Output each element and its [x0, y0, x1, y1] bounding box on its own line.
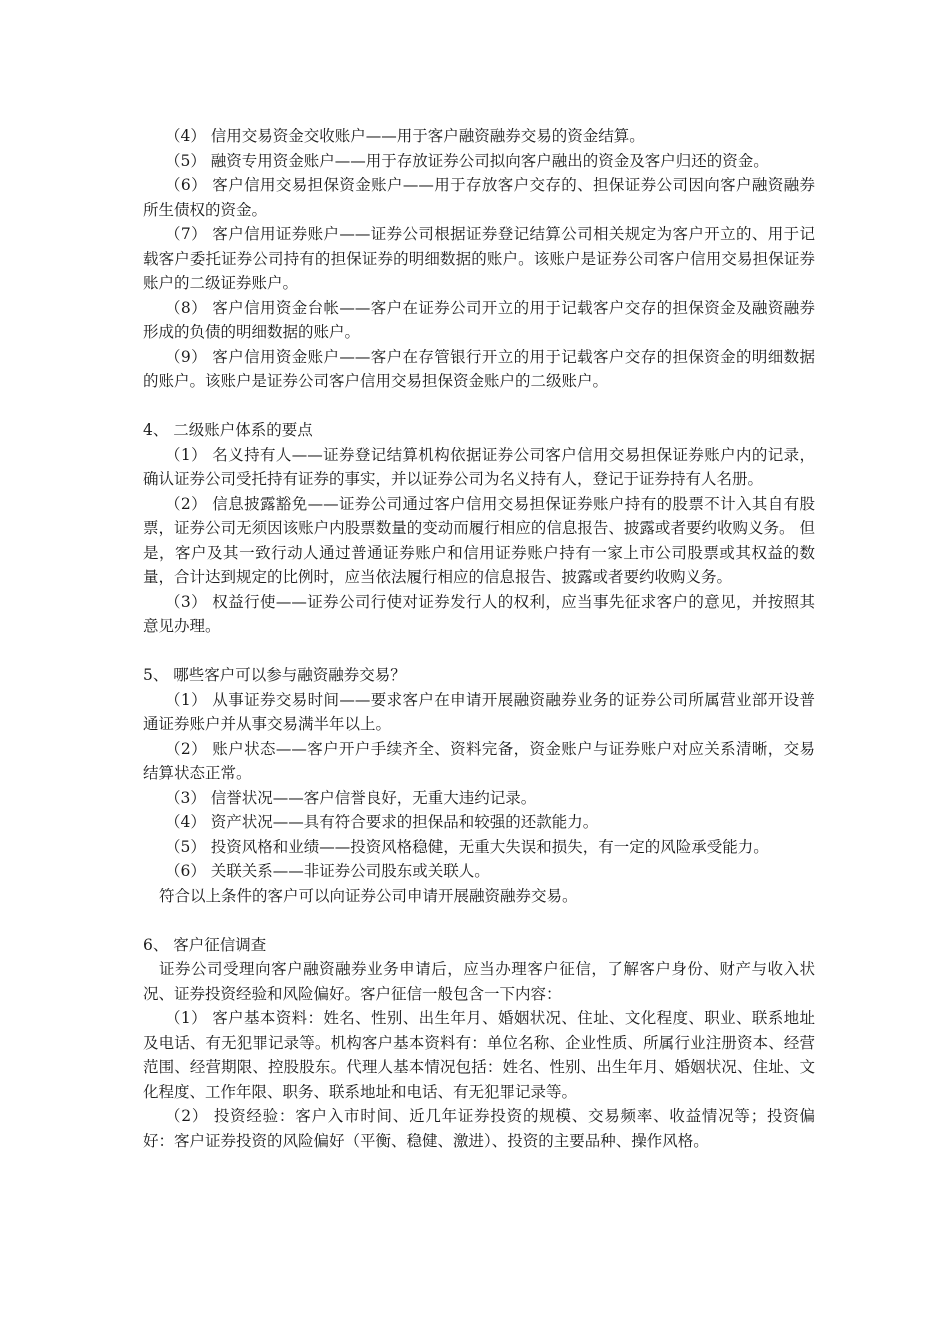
section3-item-6: （6） 客户信用交易担保资金账户——用于存放客户交存的、担保证券公司因向客户融资融券所生债权的资金。 — [143, 176, 815, 219]
section4-heading: 4、 二级账户体系的要点 — [143, 421, 313, 439]
section6-item-2: （2） 投资经验：客户入市时间、近几年证券投资的规模、交易频率、收益情况等；投资偏好：客户证券投资的风险偏好（平衡、稳健、激进）、投资的主要品种、操作风格。 — [143, 1107, 815, 1150]
paragraph-spacer — [143, 908, 815, 933]
section5-item-2: （2） 账户状态——客户开户手续齐全、资料完备，资金账户与证券账户对应关系清晰，交易结算状态正常。 — [143, 739, 815, 782]
section3-item-4: （4） 信用交易资金交收账户——用于客户融资融券交易的资金结算。 — [165, 127, 645, 145]
section6-intro: 证券公司受理向客户融资融券业务申请后，应当办理客户征信，了解客户身份、财产与收入状况、证券投资经验和风险偏好。客户征信一般包含一下内容： — [143, 960, 815, 1003]
section5-conclusion: 符合以上条件的客户可以向证券公司申请开展融资融券交易。 — [159, 886, 578, 905]
section6-item-1: （1） 客户基本资料：姓名、性别、出生年月、婚姻状况、住址、文化程度、职业、联系地址及电话、有无犯罪记录等。机构客户基本资料有：单位名称、企业性质、所属行业注册资本、经营范围、经营期限、控股股东。代理人基本情况包括：姓名、性别、出生年月、婚姻状况、住址、文化程度、工作年限、职务、联系地址和电话、有无犯罪记录等。 — [143, 1009, 815, 1101]
section6-heading: 6、 客户征信调查 — [143, 935, 267, 954]
section5-item-3: （3） 信誉状况——客户信誉良好，无重大违约记录。 — [165, 788, 537, 807]
section3-item-8: （8） 客户信用资金台帐——客户在证券公司开立的用于记载客户交存的担保资金及融资融券形成的负债的明细数据的账户。 — [143, 298, 815, 341]
section5-item-1: （1） 从事证券交易时间——要求客户在申请开展融资融券业务的证券公司所属营业部开设普通证券账户并从事交易满半年以上。 — [143, 690, 815, 733]
section4-item-3: （3） 权益行使——证券公司行使对证券发行人的权利，应当事先征求客户的意见，并按照其意见办理。 — [143, 592, 815, 635]
document-body — [143, 124, 815, 1153]
section5-item-5: （5） 投资风格和业绩——投资风格稳健，无重大失误和损失，有一定的风险承受能力。 — [165, 837, 769, 856]
paragraph-spacer — [143, 639, 815, 664]
paragraph-spacer — [143, 394, 815, 419]
section3-item-5: （5） 融资专用资金账户——用于存放证券公司拟向客户融出的资金及客户归还的资金。 — [165, 151, 769, 170]
section5-item-6: （6） 关联关系——非证券公司股东或关联人。 — [165, 862, 490, 880]
section3-item-7: （7） 客户信用证券账户——证券公司根据证券登记结算公司相关规定为客户开立的、用于记载客户委托证券公司持有的担保证券的明细数据的账户。该账户是证券公司客户信用交易担保证券账户的二级证券账户。 — [143, 225, 815, 292]
section4-item-2: （2） 信息披露豁免——证券公司通过客户信用交易担保证券账户持有的股票不计入其自有股票，证券公司无须因该账户内股票数量的变动而履行相应的信息报告、披露或者要约收购义务。 但是，客户及其一致行动人通过普通证券账户和信用证券账户持有一家上市公司股票或其权益的数量，合计达到规定的比例时，应当依法履行相应的信息报告、披露或者要约收购义务。 — [143, 494, 815, 586]
section5-item-4: （4） 资产状况——具有符合要求的担保品和较强的还款能力。 — [165, 813, 599, 831]
section5-heading: 5、 哪些客户可以参与融资融券交易？ — [143, 666, 406, 684]
section3-item-9: （9） 客户信用资金账户——客户在存管银行开立的用于记载客户交存的担保资金的明细数据的账户。该账户是证券公司客户信用交易担保资金账户的二级账户。 — [143, 347, 815, 390]
section4-item-1: （1） 名义持有人——证券登记结算机构依据证券公司客户信用交易担保证券账户内的记录，确认证券公司受托持有证券的事实，并以证券公司为名义持有人，登记于证券持有人名册。 — [143, 445, 815, 488]
